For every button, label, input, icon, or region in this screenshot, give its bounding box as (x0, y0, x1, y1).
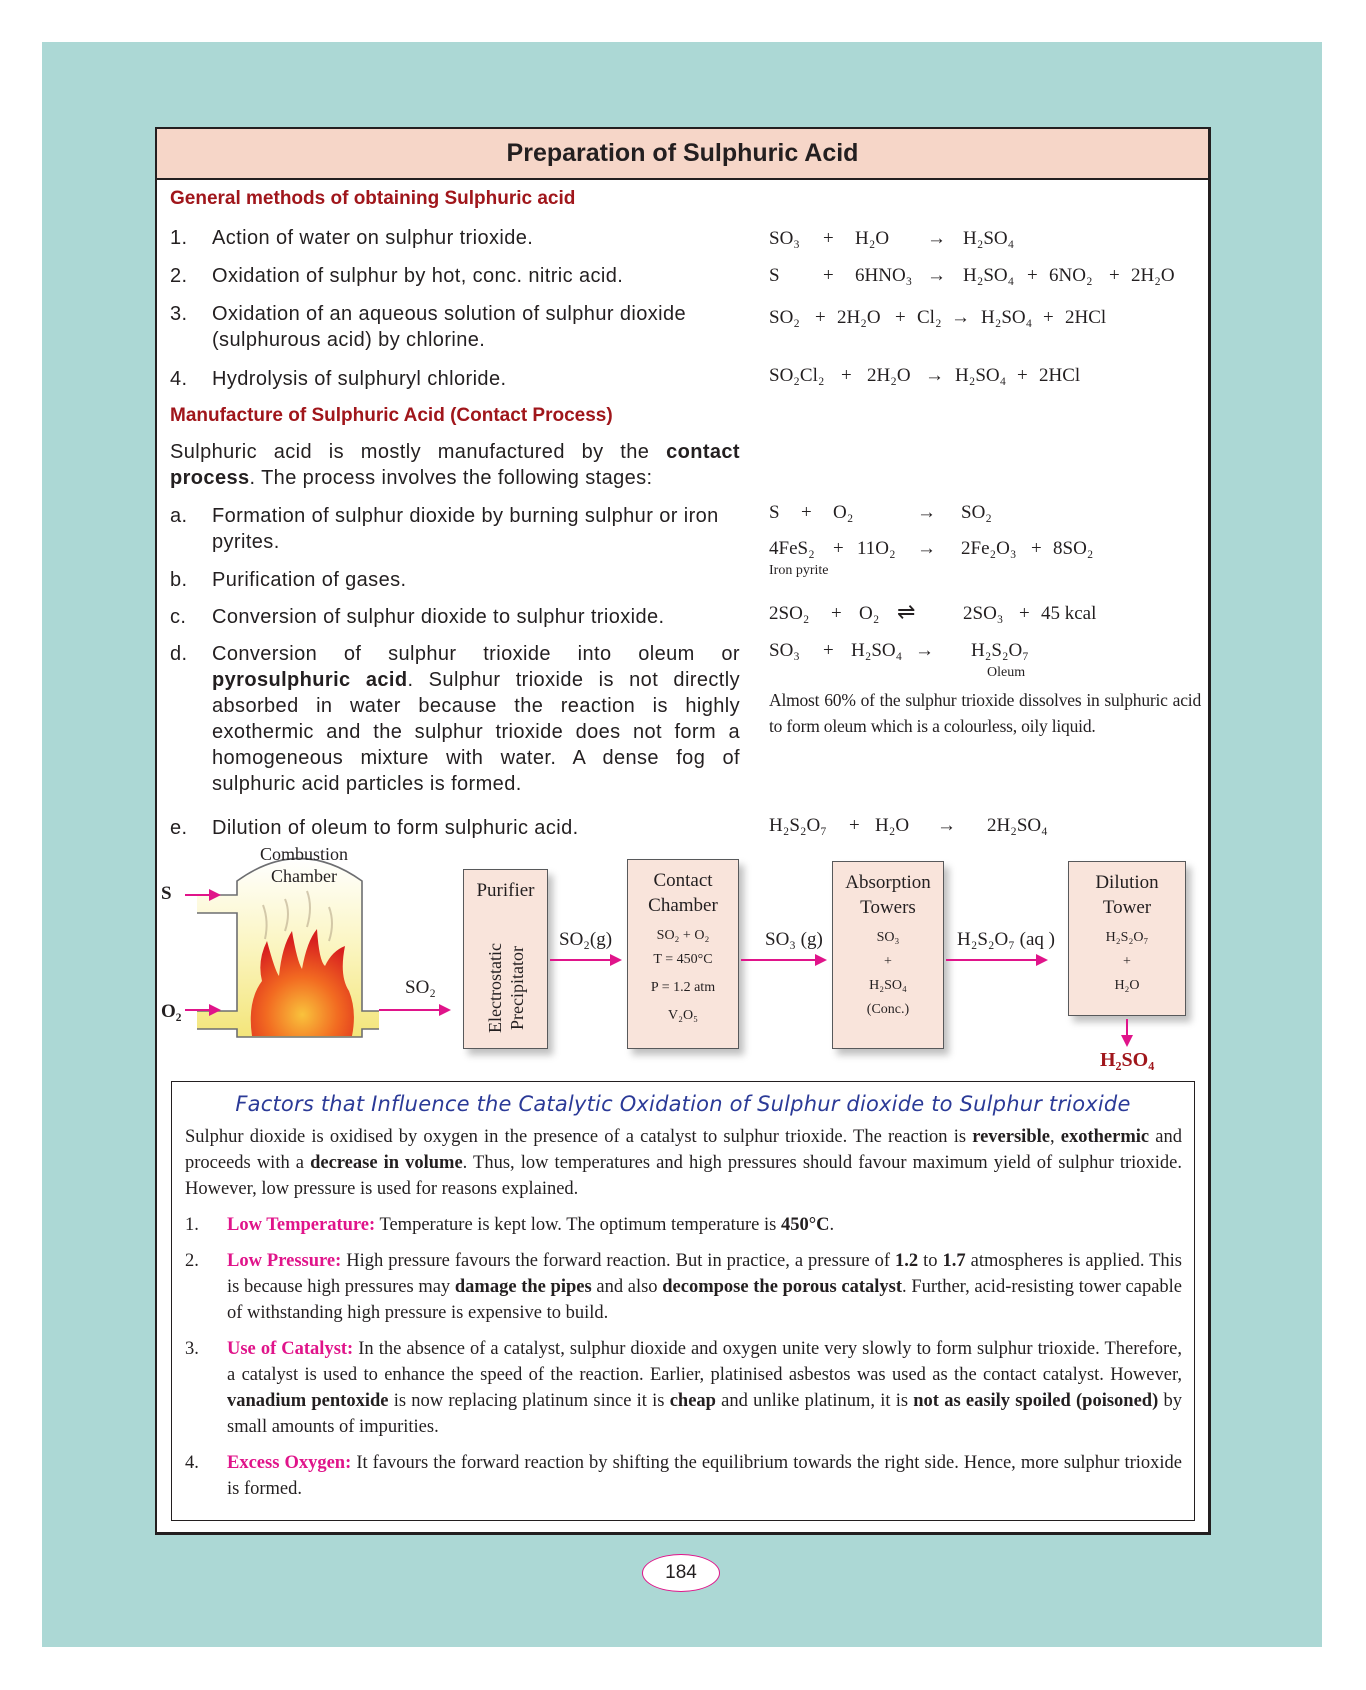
label-line: Chamber (648, 895, 718, 916)
equation-stage-a2 (769, 538, 1093, 560)
equation-stage-a1 (769, 502, 992, 524)
dilution-title (1069, 870, 1185, 920)
eq-term: + (895, 307, 906, 328)
eq-term: + (815, 307, 826, 328)
item-number: 1. (170, 227, 188, 249)
equation-general-2 (769, 265, 1175, 287)
intro-text: Sulphuric acid is mostly manufactured by the (170, 441, 667, 463)
label-line: Tower (1102, 897, 1152, 918)
stage-letter: c. (170, 606, 187, 628)
input-sulphur-arrow (185, 894, 219, 896)
contact-chamber-box (627, 859, 739, 1049)
factor-label: Use of Catalyst: (227, 1339, 354, 1359)
eq-term: Cl₂ (917, 307, 942, 328)
so2-gas-label: SO₂(g) (559, 929, 613, 950)
stage-text: Purification of gases. (212, 569, 407, 591)
text: atmospheres is applied. This is because high pressures may (227, 1251, 1183, 1297)
eq-term: + (841, 365, 852, 386)
bold-text: 1.7 (942, 1251, 966, 1271)
eq-term: O₂ (833, 502, 854, 523)
eq-term: + (1031, 538, 1042, 559)
input-oxygen-arrow (185, 1009, 219, 1011)
stage-text-part: . Sulphur trioxide is not directly absorbed in water because the reaction is highly exothermic and the sulphur trioxide does not form a homogeneous mixture with water. A dense fog of sulphuric acid particles is formed. (212, 669, 740, 795)
factor-item-1 (185, 1212, 1182, 1238)
factor-item-4 (185, 1450, 1182, 1502)
factor-number: 4. (185, 1453, 199, 1473)
dilution-tower-box (1068, 861, 1186, 1016)
factor-item-3 (185, 1336, 1182, 1440)
eq-term: + (1109, 265, 1120, 286)
item-number: 4. (170, 368, 188, 390)
factors-box (171, 1081, 1195, 1521)
stage-e (170, 815, 579, 841)
contact-catalyst: V₂O₅ (668, 1008, 698, 1023)
bold-text: decompose the porous catalyst (662, 1277, 903, 1297)
eq-term: + (833, 538, 844, 559)
eq-term: H₂SO₄ (963, 265, 1015, 286)
eq-term: + (801, 502, 812, 523)
eq-term: SO₂ (769, 307, 800, 328)
page-header (157, 129, 1208, 180)
label-line: Absorption (845, 872, 931, 893)
text: In the absence of a catalyst, sulphur dioxide and oxygen unite very slowly to form sulphur trioxide. Therefore, a catalyst is used to enhance the speed of the reaction. Earlier, platinised asbestos was used as the contact catalyst. However, (227, 1339, 1182, 1385)
input-oxygen-label: O₂ (161, 1001, 182, 1022)
stage-d (170, 641, 740, 797)
bold-text: 450°C (780, 1215, 830, 1235)
general-item-1 (170, 225, 533, 251)
intro-bold: process (170, 467, 250, 489)
stage-letter: d. (170, 643, 188, 665)
stage-text: Dilution of oleum to form sulphuric acid. (212, 817, 579, 839)
eq-term: + (1019, 603, 1030, 624)
eq-term: → (917, 538, 936, 559)
contact-intro (170, 439, 740, 491)
absorption-towers-box (832, 861, 944, 1049)
factor-text (227, 1450, 1182, 1502)
stage-text: Formation of sulphur dioxide by burning sulphur or iron pyrites. (212, 505, 719, 553)
eq-term: 11O₂ (857, 538, 896, 559)
stage-a (170, 503, 740, 555)
text: . Further, acid-resisting tower capable of withstanding high pressure is expensive to build. (227, 1277, 1183, 1323)
bold-text: not as easily spoiled (poisoned) (913, 1391, 1159, 1411)
eq-term: H₂SO₄ (963, 228, 1015, 249)
stage-letter: a. (170, 505, 188, 527)
so2-output-label: SO₂ (405, 977, 436, 998)
eq-term: + (823, 265, 834, 286)
stage-letter: b. (170, 569, 188, 591)
content-panel (155, 127, 1211, 1535)
eq-term: 45 kcal (1041, 603, 1097, 624)
eq-term: → (927, 265, 946, 286)
item-text: Hydrolysis of sulphuryl chloride. (212, 368, 507, 390)
label-line: Contact (653, 870, 713, 891)
eq-term: H₂O (875, 815, 910, 836)
eq-term: H₂S₂O₇ (971, 640, 1029, 661)
dilution-output-arrow (1126, 1019, 1128, 1045)
general-item-3 (170, 301, 686, 353)
eq-term: S (769, 265, 780, 286)
label-line: Electrostatic (484, 943, 505, 1033)
factor-label: Low Pressure: (227, 1251, 342, 1271)
intro-bold: contact (666, 441, 740, 463)
factor-item-2 (185, 1248, 1182, 1326)
equation-general-1 (769, 228, 1014, 250)
equilibrium-arrow: ⇌ (897, 599, 916, 624)
eq-term: 6NO₂ (1049, 265, 1093, 286)
text: . Thus, low temperatures and high pressures should favour maximum yield of sulphur trioxide. However, low pressure is used for reasons explained. (185, 1153, 1182, 1199)
eq-term: H₂S₂O₇ (769, 815, 827, 836)
eq-term: + (823, 640, 834, 661)
eq-term: H₂SO₄ (955, 365, 1007, 386)
page-title: Preparation of Sulphuric Acid (506, 139, 859, 167)
bold-text: cheap (669, 1391, 716, 1411)
factor-text (227, 1336, 1182, 1440)
eq-term: + (1017, 365, 1028, 386)
eq-term: 6HNO₃ (855, 265, 913, 286)
eq-term: H₂O (855, 228, 890, 249)
equation-general-4 (769, 365, 1080, 387)
label-line: Towers (860, 897, 916, 918)
stage-text (212, 641, 740, 797)
eq-term: → (925, 365, 944, 386)
text: to (918, 1251, 943, 1271)
contact-to-absorption-arrow (741, 959, 825, 961)
eq-term: 2HCl (1039, 365, 1081, 386)
bold-text: decrease in volume (310, 1153, 463, 1173)
eq-term: 2HCl (1065, 307, 1107, 328)
equation-general-3 (769, 307, 1106, 329)
eq-term: 2H₂O (837, 307, 881, 328)
eq-term: 8SO₂ (1053, 538, 1094, 559)
eq-term: + (831, 603, 842, 624)
eq-term: S (769, 502, 780, 523)
text: by small amounts of impurities. (227, 1391, 1182, 1437)
factor-number: 2. (185, 1251, 199, 1271)
text: High pressure favours the forward reaction. But in practice, a pressure of (341, 1251, 896, 1271)
bold-text: exothermic (1060, 1127, 1150, 1147)
stage-text-part: Conversion of sulphur trioxide into oleum or (212, 643, 740, 665)
absorption-to-dilution-arrow (946, 959, 1046, 961)
sulphuric-acid-product: H₂SO₄ (1100, 1049, 1155, 1071)
dilution-line: H₂S₂O₇ (1105, 930, 1149, 945)
text: Temperature is kept low. The optimum temperature is (375, 1215, 781, 1235)
section-title-contact: Manufacture of Sulphuric Acid (Contact Process) (170, 405, 613, 426)
factors-intro (185, 1124, 1182, 1202)
bold-text: vanadium pentoxide (227, 1391, 389, 1411)
input-sulphur-label: S (161, 883, 172, 904)
eq-term: + (823, 228, 834, 249)
eq-term: 4FeS₂ (769, 538, 815, 559)
eq-term: H₂SO₄ (851, 640, 903, 661)
eq-term: SO₂ (961, 502, 992, 523)
dilution-line: + (1123, 954, 1131, 969)
eq-term: → (937, 815, 956, 836)
section-title-general: General methods of obtaining Sulphuric acid (170, 188, 576, 209)
label-line: Chamber (271, 866, 337, 886)
eq-term: 2H₂SO₄ (987, 815, 1048, 836)
factor-label: Low Temperature: (227, 1215, 376, 1235)
factor-text (227, 1212, 1182, 1238)
combustion-to-purifier-arrow (379, 1009, 449, 1011)
purifier-to-contact-arrow (550, 959, 620, 961)
stage-b (170, 567, 406, 593)
eq-term: → (917, 502, 936, 523)
text: , (1049, 1127, 1061, 1147)
item-number: 2. (170, 265, 188, 287)
label-line: Precipitator (506, 946, 527, 1030)
contact-temperature: T = 450°C (653, 952, 713, 967)
contact-pressure: P = 1.2 atm (650, 980, 716, 995)
equation-stage-c (769, 599, 1096, 625)
iron-pyrite-label: Iron pyrite (769, 563, 829, 578)
factors-title: Factors that Influence the Catalytic Oxidation of Sulphur dioxide to Sulphur trioxide (235, 1092, 1131, 1116)
absorption-line: H₂SO₄ (869, 978, 907, 993)
precipitator-label (484, 943, 528, 1033)
oleum-label: Oleum (987, 665, 1026, 680)
eq-term: → (951, 307, 970, 328)
item-text: Oxidation of an aqueous solution of sulphur dioxide (212, 303, 687, 325)
text: and also (591, 1277, 663, 1297)
eq-term: O₂ (859, 603, 880, 624)
stage-c (170, 604, 664, 630)
stage-text: Conversion of sulphur dioxide to sulphur trioxide. (212, 606, 665, 628)
oleum-aq-label: H₂S₂O₇ (aq ) (957, 929, 1055, 950)
bold-text: damage the pipes (454, 1277, 592, 1297)
eq-term: SO₂Cl₂ (769, 365, 825, 386)
eq-term: 2H₂O (1131, 265, 1175, 286)
eq-term: + (1027, 265, 1038, 286)
combustion-chamber-label (254, 843, 354, 887)
purifier-box (463, 869, 548, 1049)
text: is now replacing platinum since it is (388, 1391, 670, 1411)
eq-term: → (927, 228, 946, 249)
eq-term: → (915, 640, 934, 661)
stage-bold: pyrosulphuric acid (212, 669, 408, 691)
text: and unlike platinum, it is (715, 1391, 914, 1411)
eq-term: SO₃ (769, 228, 800, 249)
item-text: Action of water on sulphur trioxide. (212, 227, 534, 249)
label-line: Dilution (1095, 872, 1159, 893)
item-text: (sulphurous acid) by chlorine. (212, 329, 486, 351)
item-number: 3. (170, 303, 188, 325)
factor-number: 1. (185, 1215, 199, 1235)
eq-term: 2SO₂ (769, 603, 810, 624)
text: It favours the forward reaction by shifting the equilibrium towards the right side. Hence, more sulphur trioxide is formed. (227, 1453, 1182, 1499)
eq-term: SO₃ (769, 640, 800, 661)
factor-number: 3. (185, 1339, 199, 1359)
stage-letter: e. (170, 817, 188, 839)
general-item-4 (170, 366, 506, 392)
purifier-title: Purifier (476, 880, 535, 901)
eq-term: + (849, 815, 860, 836)
equation-stage-e (769, 815, 1048, 837)
eq-term: + (1043, 307, 1054, 328)
general-item-2 (170, 263, 623, 289)
text: . (829, 1215, 835, 1235)
dilution-line: H₂O (1114, 978, 1140, 993)
contact-chamber-title (628, 868, 738, 918)
absorption-line: SO₃ (876, 930, 900, 945)
factor-text (227, 1248, 1182, 1326)
eq-term: 2H₂O (867, 365, 911, 386)
bold-text: 1.2 (895, 1251, 919, 1271)
equation-stage-d (769, 640, 1029, 662)
bold-text: reversible (972, 1127, 1050, 1147)
absorption-line: (Conc.) (866, 1002, 910, 1017)
page-number: 184 (642, 1554, 720, 1592)
eq-term: 2Fe₂O₃ (961, 538, 1017, 559)
item-text: Oxidation of sulphur by hot, conc. nitric acid. (212, 265, 624, 287)
label-line: Combustion (259, 844, 348, 864)
eq-term: H₂SO₄ (981, 307, 1033, 328)
contact-reactants: SO₂ + O₂ (656, 928, 710, 943)
text: and proceeds with a (185, 1127, 1182, 1173)
intro-text: . The process involves the following stages: (249, 467, 653, 489)
so3-gas-label: SO₃ (g) (765, 929, 823, 950)
oleum-note: Almost 60% of the sulphur trioxide dissolves in sulphuric acid to form oleum which is a colourless, oily liquid. (769, 690, 1201, 736)
factor-label: Excess Oxygen: (227, 1453, 352, 1473)
absorption-title (833, 870, 943, 920)
absorption-line: + (884, 954, 892, 969)
eq-term: 2SO₃ (963, 603, 1004, 624)
text: Sulphur dioxide is oxidised by oxygen in the presence of a catalyst to sulphur trioxide. The reaction is (185, 1127, 973, 1147)
